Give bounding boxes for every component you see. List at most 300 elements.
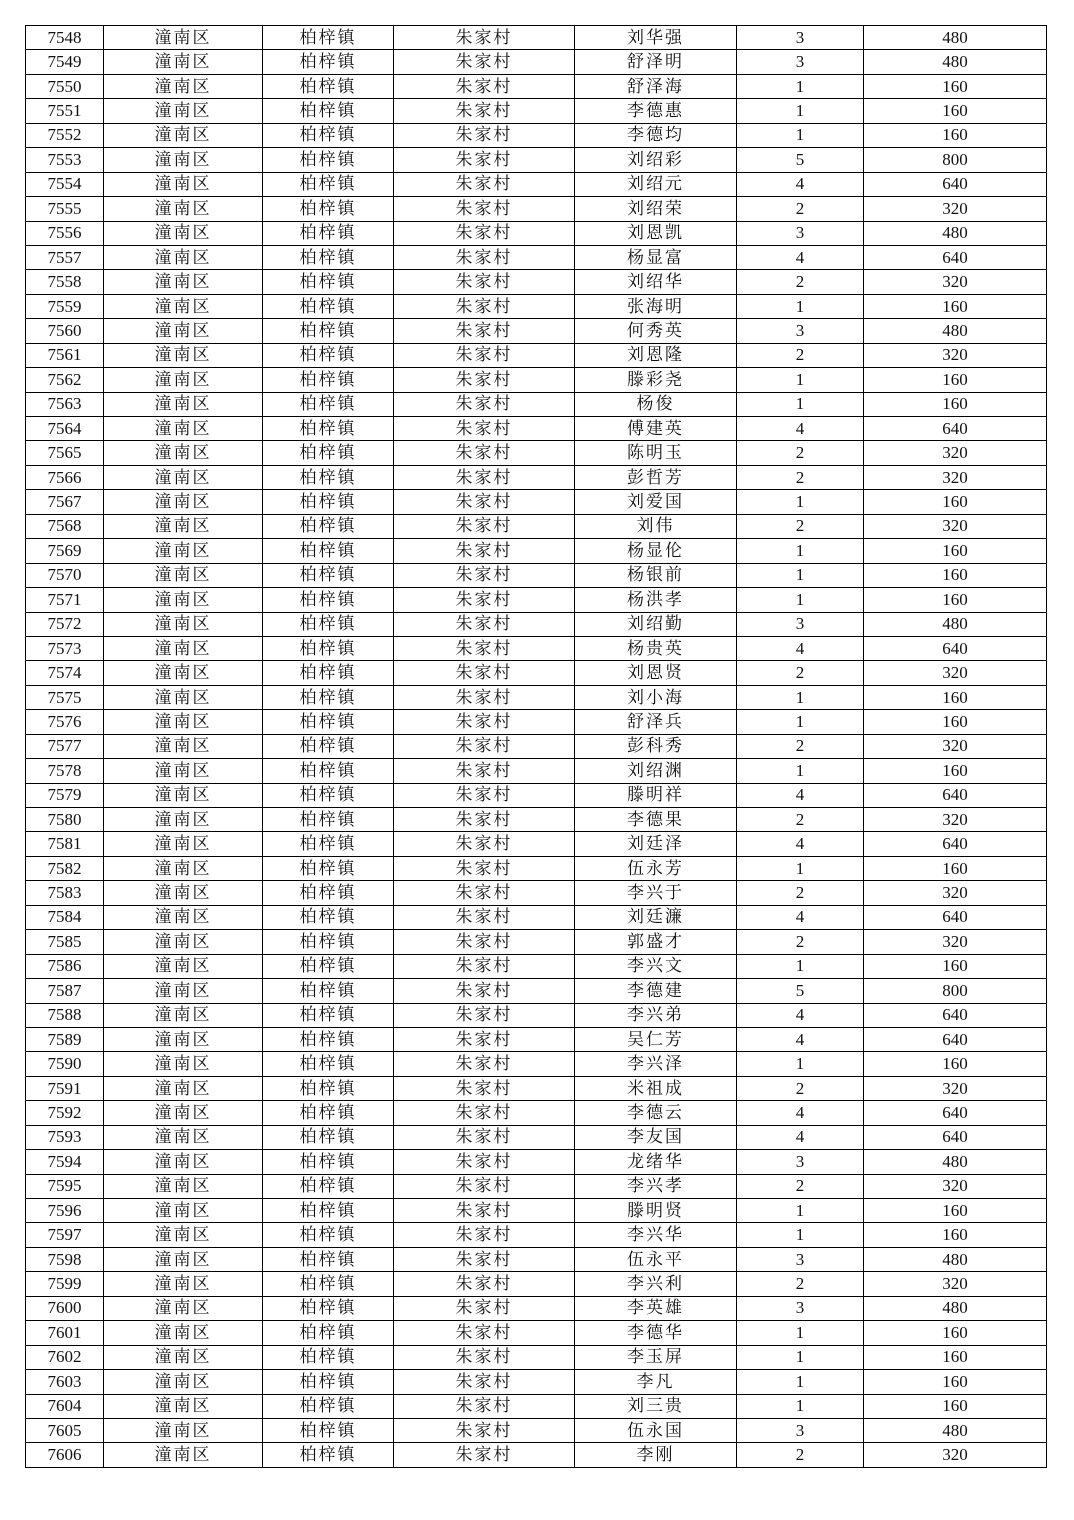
table-row (26, 26, 1047, 50)
name-cell: 何秀英 (575, 319, 737, 343)
amount-cell: 640 (864, 417, 1047, 441)
town-cell: 柏梓镇 (263, 563, 394, 587)
village-cell: 朱家村 (394, 856, 575, 880)
table-row (26, 245, 1047, 269)
village-cell: 朱家村 (394, 1150, 575, 1174)
name-cell: 李德建 (575, 979, 737, 1003)
count-cell: 3 (737, 1418, 864, 1442)
village-cell: 朱家村 (394, 1052, 575, 1076)
table-row (26, 319, 1047, 343)
name-cell: 刘绍勤 (575, 612, 737, 636)
district-cell: 潼南区 (104, 1370, 263, 1394)
district-cell: 潼南区 (104, 979, 263, 1003)
district-cell: 潼南区 (104, 221, 263, 245)
name-cell: 杨俊 (575, 392, 737, 416)
table-row (26, 490, 1047, 514)
town-cell: 柏梓镇 (263, 514, 394, 538)
district-cell: 潼南区 (104, 930, 263, 954)
table-row (26, 514, 1047, 538)
district-cell: 潼南区 (104, 539, 263, 563)
town-cell: 柏梓镇 (263, 392, 394, 416)
district-cell: 潼南区 (104, 588, 263, 612)
row-number-cell: 7566 (26, 465, 104, 489)
table-row (26, 588, 1047, 612)
town-cell: 柏梓镇 (263, 148, 394, 172)
name-cell: 舒泽兵 (575, 710, 737, 734)
district-cell: 潼南区 (104, 1223, 263, 1247)
count-cell: 4 (737, 1027, 864, 1051)
name-cell: 李德均 (575, 123, 737, 147)
row-number-cell: 7594 (26, 1150, 104, 1174)
row-number-cell: 7570 (26, 563, 104, 587)
district-cell: 潼南区 (104, 881, 263, 905)
count-cell: 3 (737, 319, 864, 343)
district-cell: 潼南区 (104, 1027, 263, 1051)
district-cell: 潼南区 (104, 661, 263, 685)
count-cell: 2 (737, 661, 864, 685)
town-cell: 柏梓镇 (263, 979, 394, 1003)
district-cell: 潼南区 (104, 123, 263, 147)
village-cell: 朱家村 (394, 1101, 575, 1125)
table-row (26, 197, 1047, 221)
row-number-cell: 7564 (26, 417, 104, 441)
table-row (26, 294, 1047, 318)
village-cell: 朱家村 (394, 1394, 575, 1418)
district-cell: 潼南区 (104, 1003, 263, 1027)
name-cell: 张海明 (575, 294, 737, 318)
count-cell: 2 (737, 465, 864, 489)
count-cell: 3 (737, 1150, 864, 1174)
count-cell: 2 (737, 1174, 864, 1198)
table-row (26, 1272, 1047, 1296)
village-cell: 朱家村 (394, 99, 575, 123)
town-cell: 柏梓镇 (263, 588, 394, 612)
amount-cell: 480 (864, 50, 1047, 74)
town-cell: 柏梓镇 (263, 1321, 394, 1345)
table-row (26, 954, 1047, 978)
district-cell: 潼南区 (104, 197, 263, 221)
district-cell: 潼南区 (104, 759, 263, 783)
town-cell: 柏梓镇 (263, 294, 394, 318)
town-cell: 柏梓镇 (263, 197, 394, 221)
district-cell: 潼南区 (104, 832, 263, 856)
count-cell: 1 (737, 539, 864, 563)
district-cell: 潼南区 (104, 734, 263, 758)
town-cell: 柏梓镇 (263, 490, 394, 514)
count-cell: 2 (737, 930, 864, 954)
table-row (26, 1125, 1047, 1149)
name-cell: 李兴泽 (575, 1052, 737, 1076)
district-cell: 潼南区 (104, 343, 263, 367)
town-cell: 柏梓镇 (263, 734, 394, 758)
district-cell: 潼南区 (104, 392, 263, 416)
village-cell: 朱家村 (394, 1223, 575, 1247)
town-cell: 柏梓镇 (263, 26, 394, 50)
name-cell: 龙绪华 (575, 1150, 737, 1174)
count-cell: 2 (737, 808, 864, 832)
town-cell: 柏梓镇 (263, 221, 394, 245)
table-row (26, 50, 1047, 74)
village-cell: 朱家村 (394, 1443, 575, 1467)
amount-cell: 800 (864, 979, 1047, 1003)
district-cell: 潼南区 (104, 1052, 263, 1076)
amount-cell: 160 (864, 1370, 1047, 1394)
count-cell: 3 (737, 1247, 864, 1271)
row-number-cell: 7604 (26, 1394, 104, 1418)
town-cell: 柏梓镇 (263, 808, 394, 832)
town-cell: 柏梓镇 (263, 1174, 394, 1198)
amount-cell: 320 (864, 197, 1047, 221)
amount-cell: 160 (864, 74, 1047, 98)
row-number-cell: 7562 (26, 368, 104, 392)
village-cell: 朱家村 (394, 245, 575, 269)
name-cell: 杨洪孝 (575, 588, 737, 612)
row-number-cell: 7551 (26, 99, 104, 123)
name-cell: 吴仁芳 (575, 1027, 737, 1051)
town-cell: 柏梓镇 (263, 1418, 394, 1442)
name-cell: 杨显伦 (575, 539, 737, 563)
count-cell: 2 (737, 1443, 864, 1467)
amount-cell: 320 (864, 1174, 1047, 1198)
name-cell: 刘恩凯 (575, 221, 737, 245)
village-cell: 朱家村 (394, 930, 575, 954)
town-cell: 柏梓镇 (263, 441, 394, 465)
row-number-cell: 7577 (26, 734, 104, 758)
row-number-cell: 7579 (26, 783, 104, 807)
name-cell: 刘廷泽 (575, 832, 737, 856)
row-number-cell: 7591 (26, 1076, 104, 1100)
village-cell: 朱家村 (394, 74, 575, 98)
count-cell: 2 (737, 270, 864, 294)
count-cell: 4 (737, 172, 864, 196)
row-number-cell: 7576 (26, 710, 104, 734)
town-cell: 柏梓镇 (263, 759, 394, 783)
amount-cell: 480 (864, 1247, 1047, 1271)
count-cell: 1 (737, 954, 864, 978)
district-cell: 潼南区 (104, 465, 263, 489)
name-cell: 刘绍华 (575, 270, 737, 294)
amount-cell: 480 (864, 1296, 1047, 1320)
village-cell: 朱家村 (394, 588, 575, 612)
village-cell: 朱家村 (394, 734, 575, 758)
table-row (26, 905, 1047, 929)
town-cell: 柏梓镇 (263, 1296, 394, 1320)
count-cell: 3 (737, 612, 864, 636)
name-cell: 刘小海 (575, 685, 737, 709)
amount-cell: 160 (864, 368, 1047, 392)
amount-cell: 320 (864, 343, 1047, 367)
village-cell: 朱家村 (394, 1003, 575, 1027)
row-number-cell: 7599 (26, 1272, 104, 1296)
district-cell: 潼南区 (104, 1418, 263, 1442)
amount-cell: 480 (864, 221, 1047, 245)
village-cell: 朱家村 (394, 1247, 575, 1271)
village-cell: 朱家村 (394, 26, 575, 50)
district-cell: 潼南区 (104, 99, 263, 123)
amount-cell: 320 (864, 734, 1047, 758)
district-cell: 潼南区 (104, 1174, 263, 1198)
town-cell: 柏梓镇 (263, 1247, 394, 1271)
amount-cell: 640 (864, 1003, 1047, 1027)
village-cell: 朱家村 (394, 1321, 575, 1345)
row-number-cell: 7555 (26, 197, 104, 221)
district-cell: 潼南区 (104, 368, 263, 392)
amount-cell: 320 (864, 930, 1047, 954)
amount-cell: 640 (864, 905, 1047, 929)
count-cell: 1 (737, 588, 864, 612)
row-number-cell: 7556 (26, 221, 104, 245)
district-cell: 潼南区 (104, 74, 263, 98)
table-row (26, 1247, 1047, 1271)
row-number-cell: 7600 (26, 1296, 104, 1320)
row-number-cell: 7554 (26, 172, 104, 196)
table-row (26, 148, 1047, 172)
town-cell: 柏梓镇 (263, 50, 394, 74)
district-cell: 潼南区 (104, 1076, 263, 1100)
row-number-cell: 7587 (26, 979, 104, 1003)
count-cell: 1 (737, 563, 864, 587)
count-cell: 5 (737, 979, 864, 1003)
town-cell: 柏梓镇 (263, 1052, 394, 1076)
count-cell: 2 (737, 441, 864, 465)
row-number-cell: 7574 (26, 661, 104, 685)
amount-cell: 160 (864, 1052, 1047, 1076)
table-row (26, 172, 1047, 196)
name-cell: 傅建英 (575, 417, 737, 441)
table-row (26, 685, 1047, 709)
name-cell: 李英雄 (575, 1296, 737, 1320)
town-cell: 柏梓镇 (263, 930, 394, 954)
district-cell: 潼南区 (104, 417, 263, 441)
count-cell: 1 (737, 1370, 864, 1394)
amount-cell: 640 (864, 636, 1047, 660)
district-cell: 潼南区 (104, 1321, 263, 1345)
district-cell: 潼南区 (104, 270, 263, 294)
table-row (26, 636, 1047, 660)
count-cell: 1 (737, 392, 864, 416)
table-row (26, 1443, 1047, 1467)
district-cell: 潼南区 (104, 1199, 263, 1223)
name-cell: 刘绍元 (575, 172, 737, 196)
amount-cell: 160 (864, 539, 1047, 563)
count-cell: 3 (737, 26, 864, 50)
town-cell: 柏梓镇 (263, 636, 394, 660)
village-cell: 朱家村 (394, 1125, 575, 1149)
count-cell: 4 (737, 417, 864, 441)
district-cell: 潼南区 (104, 1101, 263, 1125)
town-cell: 柏梓镇 (263, 954, 394, 978)
amount-cell: 640 (864, 1125, 1047, 1149)
amount-cell: 160 (864, 856, 1047, 880)
row-number-cell: 7585 (26, 930, 104, 954)
count-cell: 4 (737, 783, 864, 807)
name-cell: 刘三贵 (575, 1394, 737, 1418)
amount-cell: 160 (864, 490, 1047, 514)
district-cell: 潼南区 (104, 1125, 263, 1149)
village-cell: 朱家村 (394, 832, 575, 856)
count-cell: 3 (737, 221, 864, 245)
district-cell: 潼南区 (104, 26, 263, 50)
district-cell: 潼南区 (104, 1394, 263, 1418)
amount-cell: 160 (864, 1223, 1047, 1247)
count-cell: 1 (737, 74, 864, 98)
town-cell: 柏梓镇 (263, 1443, 394, 1467)
town-cell: 柏梓镇 (263, 905, 394, 929)
row-number-cell: 7583 (26, 881, 104, 905)
amount-cell: 320 (864, 270, 1047, 294)
table-row (26, 1101, 1047, 1125)
town-cell: 柏梓镇 (263, 1003, 394, 1027)
name-cell: 李兴孝 (575, 1174, 737, 1198)
row-number-cell: 7605 (26, 1418, 104, 1442)
town-cell: 柏梓镇 (263, 881, 394, 905)
village-cell: 朱家村 (394, 783, 575, 807)
count-cell: 1 (737, 685, 864, 709)
district-cell: 潼南区 (104, 172, 263, 196)
row-number-cell: 7558 (26, 270, 104, 294)
count-cell: 4 (737, 1125, 864, 1149)
count-cell: 4 (737, 1101, 864, 1125)
count-cell: 1 (737, 710, 864, 734)
data-table (25, 25, 1047, 1468)
table-row (26, 734, 1047, 758)
district-cell: 潼南区 (104, 685, 263, 709)
town-cell: 柏梓镇 (263, 1223, 394, 1247)
count-cell: 2 (737, 734, 864, 758)
name-cell: 刘伟 (575, 514, 737, 538)
count-cell: 1 (737, 1199, 864, 1223)
table-row (26, 612, 1047, 636)
name-cell: 滕明贤 (575, 1199, 737, 1223)
amount-cell: 640 (864, 1101, 1047, 1125)
name-cell: 米祖成 (575, 1076, 737, 1100)
amount-cell: 160 (864, 1345, 1047, 1369)
table-row (26, 1027, 1047, 1051)
village-cell: 朱家村 (394, 148, 575, 172)
table-row (26, 1076, 1047, 1100)
table-row (26, 465, 1047, 489)
amount-cell: 320 (864, 441, 1047, 465)
village-cell: 朱家村 (394, 1272, 575, 1296)
table-row (26, 221, 1047, 245)
town-cell: 柏梓镇 (263, 343, 394, 367)
row-number-cell: 7603 (26, 1370, 104, 1394)
district-cell: 潼南区 (104, 636, 263, 660)
village-cell: 朱家村 (394, 490, 575, 514)
count-cell: 1 (737, 490, 864, 514)
table-row (26, 856, 1047, 880)
village-cell: 朱家村 (394, 1027, 575, 1051)
row-number-cell: 7572 (26, 612, 104, 636)
table-row (26, 1052, 1047, 1076)
table-body (26, 26, 1047, 1468)
row-number-cell: 7588 (26, 1003, 104, 1027)
name-cell: 李兴华 (575, 1223, 737, 1247)
village-cell: 朱家村 (394, 1199, 575, 1223)
table-row (26, 1321, 1047, 1345)
district-cell: 潼南区 (104, 1150, 263, 1174)
district-cell: 潼南区 (104, 1247, 263, 1271)
name-cell: 刘绍荣 (575, 197, 737, 221)
name-cell: 李刚 (575, 1443, 737, 1467)
count-cell: 4 (737, 636, 864, 660)
village-cell: 朱家村 (394, 636, 575, 660)
row-number-cell: 7601 (26, 1321, 104, 1345)
row-number-cell: 7582 (26, 856, 104, 880)
count-cell: 1 (737, 759, 864, 783)
name-cell: 李友国 (575, 1125, 737, 1149)
row-number-cell: 7581 (26, 832, 104, 856)
name-cell: 刘华强 (575, 26, 737, 50)
count-cell: 4 (737, 245, 864, 269)
district-cell: 潼南区 (104, 954, 263, 978)
name-cell: 伍永芳 (575, 856, 737, 880)
town-cell: 柏梓镇 (263, 661, 394, 685)
count-cell: 1 (737, 294, 864, 318)
village-cell: 朱家村 (394, 661, 575, 685)
count-cell: 4 (737, 832, 864, 856)
name-cell: 李德云 (575, 1101, 737, 1125)
row-number-cell: 7549 (26, 50, 104, 74)
village-cell: 朱家村 (394, 392, 575, 416)
table-row (26, 808, 1047, 832)
name-cell: 李玉屏 (575, 1345, 737, 1369)
name-cell: 李兴于 (575, 881, 737, 905)
table-row (26, 392, 1047, 416)
name-cell: 滕彩尧 (575, 368, 737, 392)
count-cell: 2 (737, 1076, 864, 1100)
village-cell: 朱家村 (394, 1174, 575, 1198)
row-number-cell: 7563 (26, 392, 104, 416)
row-number-cell: 7568 (26, 514, 104, 538)
town-cell: 柏梓镇 (263, 1125, 394, 1149)
table-row (26, 270, 1047, 294)
amount-cell: 320 (864, 465, 1047, 489)
row-number-cell: 7567 (26, 490, 104, 514)
village-cell: 朱家村 (394, 1418, 575, 1442)
count-cell: 1 (737, 1321, 864, 1345)
district-cell: 潼南区 (104, 514, 263, 538)
amount-cell: 480 (864, 612, 1047, 636)
amount-cell: 320 (864, 661, 1047, 685)
name-cell: 舒泽明 (575, 50, 737, 74)
amount-cell: 640 (864, 1027, 1047, 1051)
count-cell: 1 (737, 1223, 864, 1247)
district-cell: 潼南区 (104, 294, 263, 318)
town-cell: 柏梓镇 (263, 1199, 394, 1223)
amount-cell: 800 (864, 148, 1047, 172)
row-number-cell: 7598 (26, 1247, 104, 1271)
village-cell: 朱家村 (394, 685, 575, 709)
table-row (26, 343, 1047, 367)
count-cell: 2 (737, 881, 864, 905)
village-cell: 朱家村 (394, 808, 575, 832)
town-cell: 柏梓镇 (263, 539, 394, 563)
village-cell: 朱家村 (394, 759, 575, 783)
town-cell: 柏梓镇 (263, 1370, 394, 1394)
district-cell: 潼南区 (104, 1272, 263, 1296)
amount-cell: 320 (864, 1272, 1047, 1296)
row-number-cell: 7590 (26, 1052, 104, 1076)
row-number-cell: 7561 (26, 343, 104, 367)
district-cell: 潼南区 (104, 808, 263, 832)
row-number-cell: 7595 (26, 1174, 104, 1198)
table-row (26, 99, 1047, 123)
name-cell: 李凡 (575, 1370, 737, 1394)
row-number-cell: 7553 (26, 148, 104, 172)
row-number-cell: 7592 (26, 1101, 104, 1125)
name-cell: 伍永国 (575, 1418, 737, 1442)
